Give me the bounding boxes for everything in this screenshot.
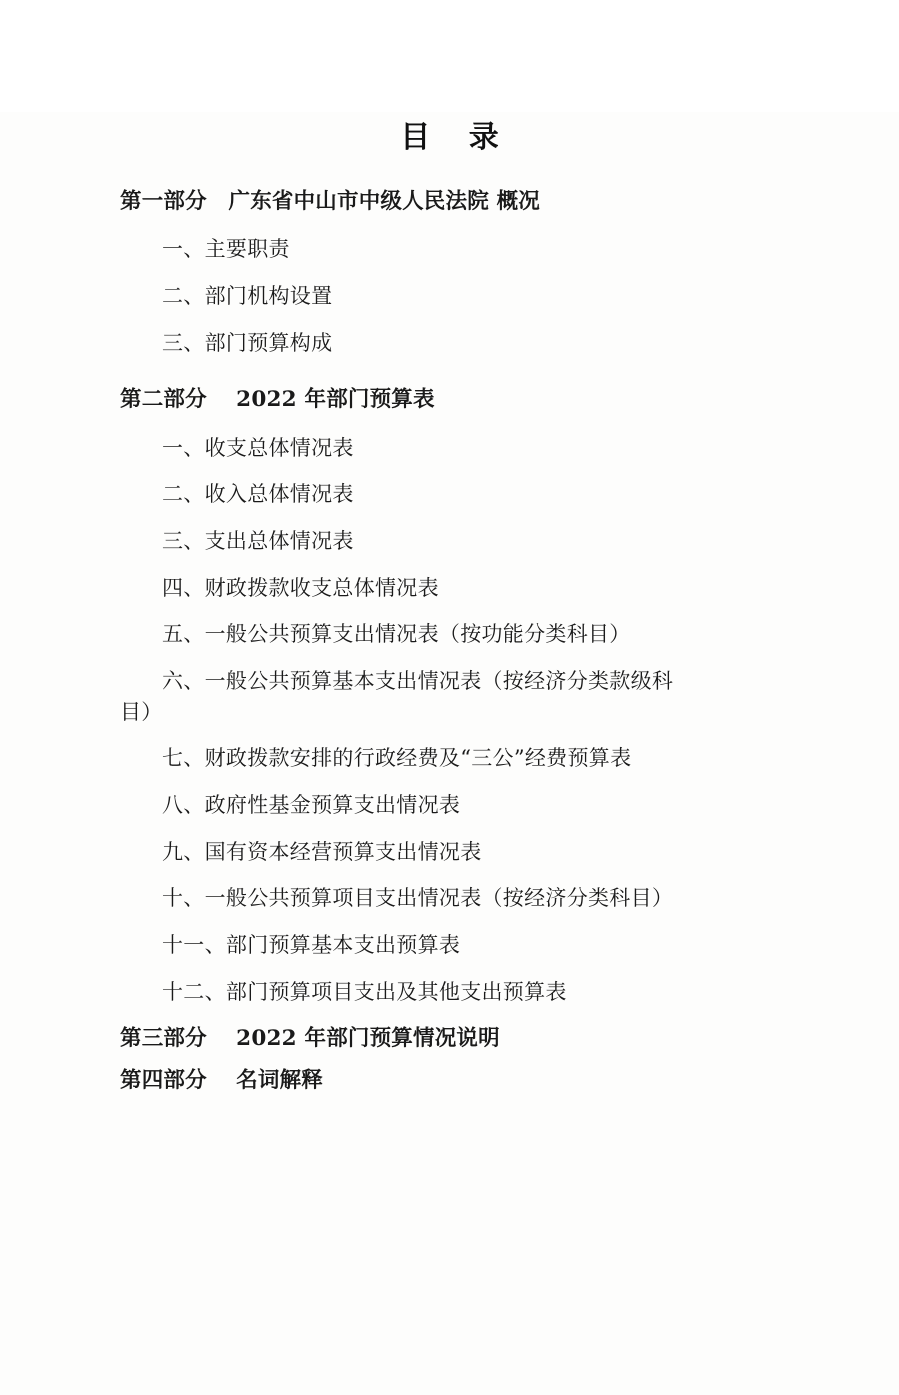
toc-item-2-10[interactable]: 十、一般公共预算项目支出情况表（按经济分类科目） (162, 886, 674, 911)
table-of-contents (0, 186, 899, 1096)
toc-part-2[interactable]: 第二部分 2022 年部门预算表 (120, 387, 435, 413)
toc-item-1-2[interactable]: 二、部门机构设置 (162, 284, 333, 309)
toc-item-2-3[interactable]: 三、支出总体情况表 (162, 529, 354, 554)
toc-part-3[interactable]: 第三部分 2022 年部门预算情况说明 (120, 1026, 500, 1052)
toc-item-2-6[interactable] (120, 666, 839, 727)
page-title: 目 录 (400, 120, 513, 155)
toc-item-2-2[interactable]: 二、收入总体情况表 (162, 482, 354, 507)
toc-part-4[interactable]: 第四部分 名词解释 (120, 1067, 323, 1093)
toc-item-2-4[interactable]: 四、财政拨款收支总体情况表 (162, 575, 439, 600)
toc-item-2-1[interactable]: 一、收支总体情况表 (162, 435, 354, 460)
toc-item-2-12[interactable]: 十二、部门预算项目支出及其他支出预算表 (162, 979, 567, 1004)
toc-item-2-5[interactable]: 五、一般公共预算支出情况表（按功能分类科目） (162, 622, 631, 647)
toc-item-2-11[interactable]: 十一、部门预算基本支出预算表 (162, 932, 461, 957)
toc-item-1-3[interactable]: 三、部门预算构成 (162, 330, 333, 355)
toc-part-1[interactable]: 第一部分 广东省中山市中级人民法院 概况 (120, 189, 540, 214)
document-page (0, 112, 899, 1395)
toc-item-2-6-line2: 目） (120, 699, 163, 724)
toc-item-2-7[interactable]: 七、财政拨款安排的行政经费及“三公”经费预算表 (162, 746, 632, 771)
toc-item-2-8[interactable]: 八、政府性基金预算支出情况表 (162, 792, 461, 817)
toc-item-2-6-line1: 六、一般公共预算基本支出情况表（按经济分类款级科 (162, 669, 674, 693)
toc-item-1-1[interactable]: 一、主要职责 (162, 237, 290, 262)
toc-item-2-9[interactable]: 九、国有资本经营预算支出情况表 (162, 839, 482, 864)
